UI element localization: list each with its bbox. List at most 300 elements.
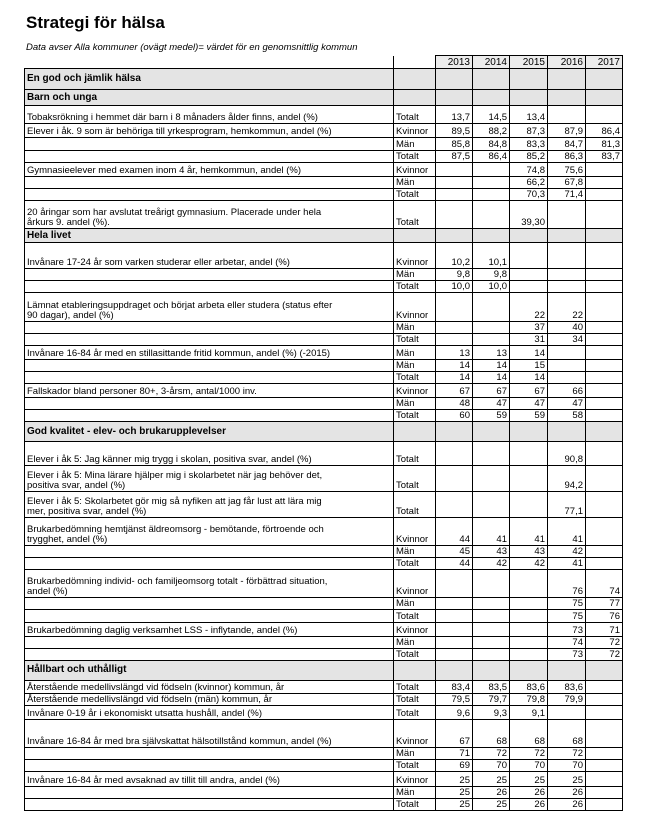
value-cell [510,610,548,622]
group-label: Kvinnor [394,124,436,138]
group-label: Totalt [394,706,436,720]
group-label: Totalt [394,491,436,517]
indicator-label [25,371,394,383]
value-cell [586,384,623,398]
value-cell [510,243,548,269]
value-cell: 15 [510,359,548,371]
value-cell [436,598,473,610]
table-row [25,293,623,321]
value-cell [586,798,623,810]
value-cell: 67 [510,384,548,398]
header-fill-cell [436,660,473,680]
value-cell: 31 [510,333,548,345]
group-label: Totalt [394,200,436,228]
table-row [25,398,623,410]
value-cell: 89,5 [436,124,473,138]
value-cell [436,176,473,188]
group-label: Totalt [394,106,436,124]
value-cell: 59 [510,410,548,422]
value-cell: 71 [436,748,473,760]
value-cell [586,371,623,383]
value-cell [586,760,623,772]
value-cell: 59 [473,410,510,422]
value-cell: 79,8 [510,693,548,705]
value-cell [586,442,623,465]
table-row [25,622,623,636]
value-cell: 70 [473,760,510,772]
value-cell: 79,9 [548,693,586,705]
indicator-label [25,786,394,798]
group-label: Totalt [394,333,436,345]
value-cell [473,200,510,228]
header-fill-cell [548,69,586,90]
header-fill-cell [586,660,623,680]
value-cell [436,162,473,176]
value-cell: 77 [586,598,623,610]
table-row [25,371,623,383]
value-cell: 71,4 [548,188,586,200]
value-cell: 58 [548,410,586,422]
indicator-label [25,188,394,200]
value-cell: 67 [436,384,473,398]
document-subtitle: Data avser Alla kommuner (ovägt medel)= värdet för en genomsnittlig kommun [26,42,358,53]
value-cell: 42 [473,558,510,570]
value-cell [548,371,586,383]
value-cell: 44 [436,558,473,570]
group-label: Män [394,138,436,150]
group-label: Totalt [394,371,436,383]
section-header-row [25,69,623,90]
value-cell: 70 [510,760,548,772]
indicator-label [25,546,394,558]
table-row [25,269,623,281]
value-cell [510,570,548,598]
value-cell: 47 [548,398,586,410]
table-row [25,648,623,660]
indicator-label: Brukarbedömning individ- och familjeomsorg totalt - förbättrad situation, andel (%) [25,570,394,598]
value-cell: 14 [473,371,510,383]
value-cell [436,465,473,491]
value-cell: 13,4 [510,106,548,124]
value-cell: 41 [548,558,586,570]
value-cell: 41 [510,517,548,545]
document-title: Strategi för hälsa [26,13,165,32]
value-cell: 74,8 [510,162,548,176]
value-cell [586,106,623,124]
value-cell: 72 [548,748,586,760]
value-cell: 10,0 [473,281,510,293]
table-row [25,359,623,371]
table-row [25,162,623,176]
value-cell [473,442,510,465]
group-label: Män [394,321,436,333]
indicator-table [24,55,623,811]
value-cell: 73 [548,622,586,636]
value-cell: 87,3 [510,124,548,138]
group-label: Totalt [394,281,436,293]
value-cell: 88,2 [473,124,510,138]
value-cell: 74 [548,636,586,648]
group-label: Totalt [394,465,436,491]
value-cell: 76 [586,610,623,622]
value-cell: 79,7 [473,693,510,705]
value-cell: 68 [473,720,510,748]
value-cell [473,321,510,333]
value-cell [586,410,623,422]
value-cell [510,648,548,660]
value-cell: 14 [473,359,510,371]
value-cell [510,598,548,610]
header-fill-cell [473,90,510,106]
value-cell: 76 [548,570,586,598]
value-cell: 43 [510,546,548,558]
section-header-row [25,422,623,442]
value-cell [473,570,510,598]
value-cell: 37 [510,321,548,333]
value-cell: 26 [510,786,548,798]
group-label: Män [394,636,436,648]
value-cell: 13,7 [436,106,473,124]
value-cell [510,281,548,293]
value-cell: 26 [548,798,586,810]
table-row [25,345,623,359]
value-cell [436,321,473,333]
value-cell: 25 [473,798,510,810]
group-label: Män [394,786,436,798]
value-cell: 9,1 [510,706,548,720]
table-row [25,598,623,610]
year-header: 2014 [473,56,510,69]
group-label: Kvinnor [394,570,436,598]
value-cell: 94,2 [548,465,586,491]
value-cell: 90,8 [548,442,586,465]
value-cell [586,546,623,558]
value-cell [586,772,623,786]
indicator-label: Återstående medellivslängd vid födseln (kvinnor) kommun, år [25,680,394,693]
table-row [25,786,623,798]
table-row [25,124,623,138]
subsection-title: Hela livet [25,229,394,243]
value-cell [586,398,623,410]
group-label: Totalt [394,693,436,705]
value-cell: 83,3 [510,138,548,150]
value-cell [586,188,623,200]
value-cell: 72 [586,636,623,648]
value-cell: 75 [548,610,586,622]
group-label: Totalt [394,648,436,660]
value-cell: 9,6 [436,706,473,720]
section-header-row [25,660,623,680]
value-cell [586,293,623,321]
value-cell [510,622,548,636]
value-cell [473,491,510,517]
value-cell [548,243,586,269]
group-label: Män [394,598,436,610]
year-header: 2013 [436,56,473,69]
year-header: 2015 [510,56,548,69]
group-label: Totalt [394,680,436,693]
value-cell: 13 [436,345,473,359]
indicator-label [25,359,394,371]
table-row [25,333,623,345]
header-fill-cell [586,229,623,243]
indicator-label [25,269,394,281]
header-fill-cell [436,69,473,90]
group-label: Män [394,398,436,410]
indicator-label [25,138,394,150]
group-label: Totalt [394,760,436,772]
header-fill-cell [473,69,510,90]
value-cell [473,465,510,491]
value-cell [473,333,510,345]
value-cell: 75,6 [548,162,586,176]
value-cell: 45 [436,546,473,558]
value-cell [548,706,586,720]
value-cell: 10,0 [436,281,473,293]
value-cell: 26 [548,786,586,798]
value-cell [586,345,623,359]
header-fill-cell [436,90,473,106]
value-cell: 83,6 [510,680,548,693]
value-cell: 83,5 [473,680,510,693]
value-cell: 44 [436,517,473,545]
header-fill-cell [548,660,586,680]
group-label: Totalt [394,610,436,622]
indicator-label: Invånare 16-84 år med avsaknad av tillit till andra, andel (%) [25,772,394,786]
indicator-label: Invånare 16-84 år med en stillasittande fritid kommun, andel (%) (-2015) [25,345,394,359]
indicator-label [25,281,394,293]
table-row [25,558,623,570]
indicator-label [25,398,394,410]
value-cell: 48 [436,398,473,410]
table-row [25,243,623,269]
header-fill-cell [436,229,473,243]
value-cell [436,648,473,660]
table-row [25,517,623,545]
subsection-title: Barn och unga [25,90,394,106]
value-cell [473,622,510,636]
value-cell: 69 [436,760,473,772]
value-cell: 34 [548,333,586,345]
table-row [25,321,623,333]
header-blank-cell [25,56,394,69]
value-cell: 85,8 [436,138,473,150]
value-cell: 10,2 [436,243,473,269]
header-fill-cell [586,422,623,442]
table-row [25,706,623,720]
value-cell: 72 [473,748,510,760]
indicator-label [25,321,394,333]
value-cell: 25 [548,772,586,786]
group-label: Totalt [394,442,436,465]
header-fill-cell [586,90,623,106]
value-cell [586,321,623,333]
header-fill-cell [394,69,436,90]
value-cell: 75 [548,598,586,610]
value-cell: 68 [510,720,548,748]
value-cell [510,442,548,465]
table-row [25,798,623,810]
table-row [25,384,623,398]
table-row [25,150,623,162]
indicator-label: Invånare 17-24 år som varken studerar eller arbetar, andel (%) [25,243,394,269]
value-cell: 73 [548,648,586,660]
value-cell [586,200,623,228]
header-fill-cell [510,69,548,90]
value-cell [586,786,623,798]
value-cell: 84,8 [473,138,510,150]
value-cell [510,269,548,281]
table-row [25,680,623,693]
value-cell: 60 [436,410,473,422]
header-fill-cell [394,422,436,442]
indicator-label: Lämnat etableringsuppdraget och börjat arbeta eller studera (status efter 90 dagar), andel (%) [25,293,394,321]
value-cell: 14 [436,359,473,371]
table-row [25,442,623,465]
header-fill-cell [473,229,510,243]
table-row [25,188,623,200]
header-blank-cell [394,56,436,69]
group-label: Kvinnor [394,622,436,636]
value-cell: 25 [510,772,548,786]
group-label: Totalt [394,188,436,200]
value-cell [436,188,473,200]
value-cell [586,720,623,748]
header-fill-cell [586,69,623,90]
value-cell: 42 [510,558,548,570]
indicator-label: Tobaksrökning i hemmet där barn i 8 månaders ålder finns, andel (%) [25,106,394,124]
value-cell: 26 [510,798,548,810]
value-cell: 22 [548,293,586,321]
value-cell [473,188,510,200]
value-cell [510,491,548,517]
value-cell: 25 [436,798,473,810]
indicator-label: Brukarbedömning hemtjänst äldreomsorg - bemötande, förtroende och trygghet, andel (%) [25,517,394,545]
indicator-label: Gymnasieelever med examen inom 4 år, hemkommun, andel (%) [25,162,394,176]
indicator-label [25,636,394,648]
header-fill-cell [510,660,548,680]
value-cell: 43 [473,546,510,558]
value-cell [510,465,548,491]
value-cell [586,693,623,705]
group-label: Kvinnor [394,162,436,176]
indicator-label [25,150,394,162]
value-cell: 25 [436,772,473,786]
year-header-row [25,56,623,69]
group-label: Totalt [394,410,436,422]
section-title: God kvalitet - elev- och brukarupplevelser [25,422,394,442]
value-cell: 85,2 [510,150,548,162]
value-cell [436,333,473,345]
value-cell [473,598,510,610]
table-row [25,410,623,422]
value-cell: 87,9 [548,124,586,138]
value-cell [436,570,473,598]
value-cell: 9,8 [436,269,473,281]
header-fill-cell [436,422,473,442]
value-cell [586,465,623,491]
value-cell [586,491,623,517]
year-header: 2016 [548,56,586,69]
header-fill-cell [510,229,548,243]
value-cell [436,622,473,636]
header-fill-cell [510,422,548,442]
value-cell [436,636,473,648]
value-cell: 39,30 [510,200,548,228]
table-row [25,491,623,517]
value-cell [586,706,623,720]
value-cell [586,680,623,693]
value-cell [586,243,623,269]
value-cell: 71 [586,622,623,636]
value-cell: 14 [436,371,473,383]
value-cell: 72 [586,648,623,660]
value-cell: 74 [586,570,623,598]
section-title: Hållbart och uthålligt [25,660,394,680]
value-cell: 87,5 [436,150,473,162]
value-cell [586,333,623,345]
header-fill-cell [548,422,586,442]
table-row [25,720,623,748]
value-cell: 13 [473,345,510,359]
value-cell: 83,4 [436,680,473,693]
table-row [25,546,623,558]
table-row [25,610,623,622]
value-cell: 25 [473,772,510,786]
indicator-label: Invånare 16-84 år med bra självskattat hälsotillstånd kommun, andel (%) [25,720,394,748]
header-fill-cell [510,90,548,106]
value-cell: 22 [510,293,548,321]
section-title: En god och jämlik hälsa [25,69,394,90]
header-fill-cell [473,660,510,680]
value-cell [473,293,510,321]
value-cell: 26 [473,786,510,798]
indicator-label [25,798,394,810]
value-cell [473,176,510,188]
table-row [25,106,623,124]
header-fill-cell [394,229,436,243]
value-cell: 9,3 [473,706,510,720]
indicator-label [25,748,394,760]
table-row [25,772,623,786]
value-cell: 86,3 [548,150,586,162]
group-label: Män [394,359,436,371]
table-row [25,200,623,228]
header-fill-cell [394,90,436,106]
value-cell: 66,2 [510,176,548,188]
value-cell: 40 [548,321,586,333]
group-label: Män [394,546,436,558]
table-row [25,570,623,598]
indicator-label [25,598,394,610]
value-cell: 86,4 [473,150,510,162]
value-cell [436,442,473,465]
value-cell [473,162,510,176]
indicator-label [25,333,394,345]
value-cell [548,269,586,281]
value-cell: 14,5 [473,106,510,124]
subsection-header-row [25,229,623,243]
value-cell: 14 [510,345,548,359]
value-cell: 67 [473,384,510,398]
table-row [25,748,623,760]
indicator-label: 20 åringar som har avslutat treårigt gymnasium. Placerade under hela årkurs 9. andel (%). [25,200,394,228]
value-cell [436,293,473,321]
value-cell: 67,8 [548,176,586,188]
group-label: Kvinnor [394,293,436,321]
value-cell: 83,7 [586,150,623,162]
group-label: Kvinnor [394,384,436,398]
